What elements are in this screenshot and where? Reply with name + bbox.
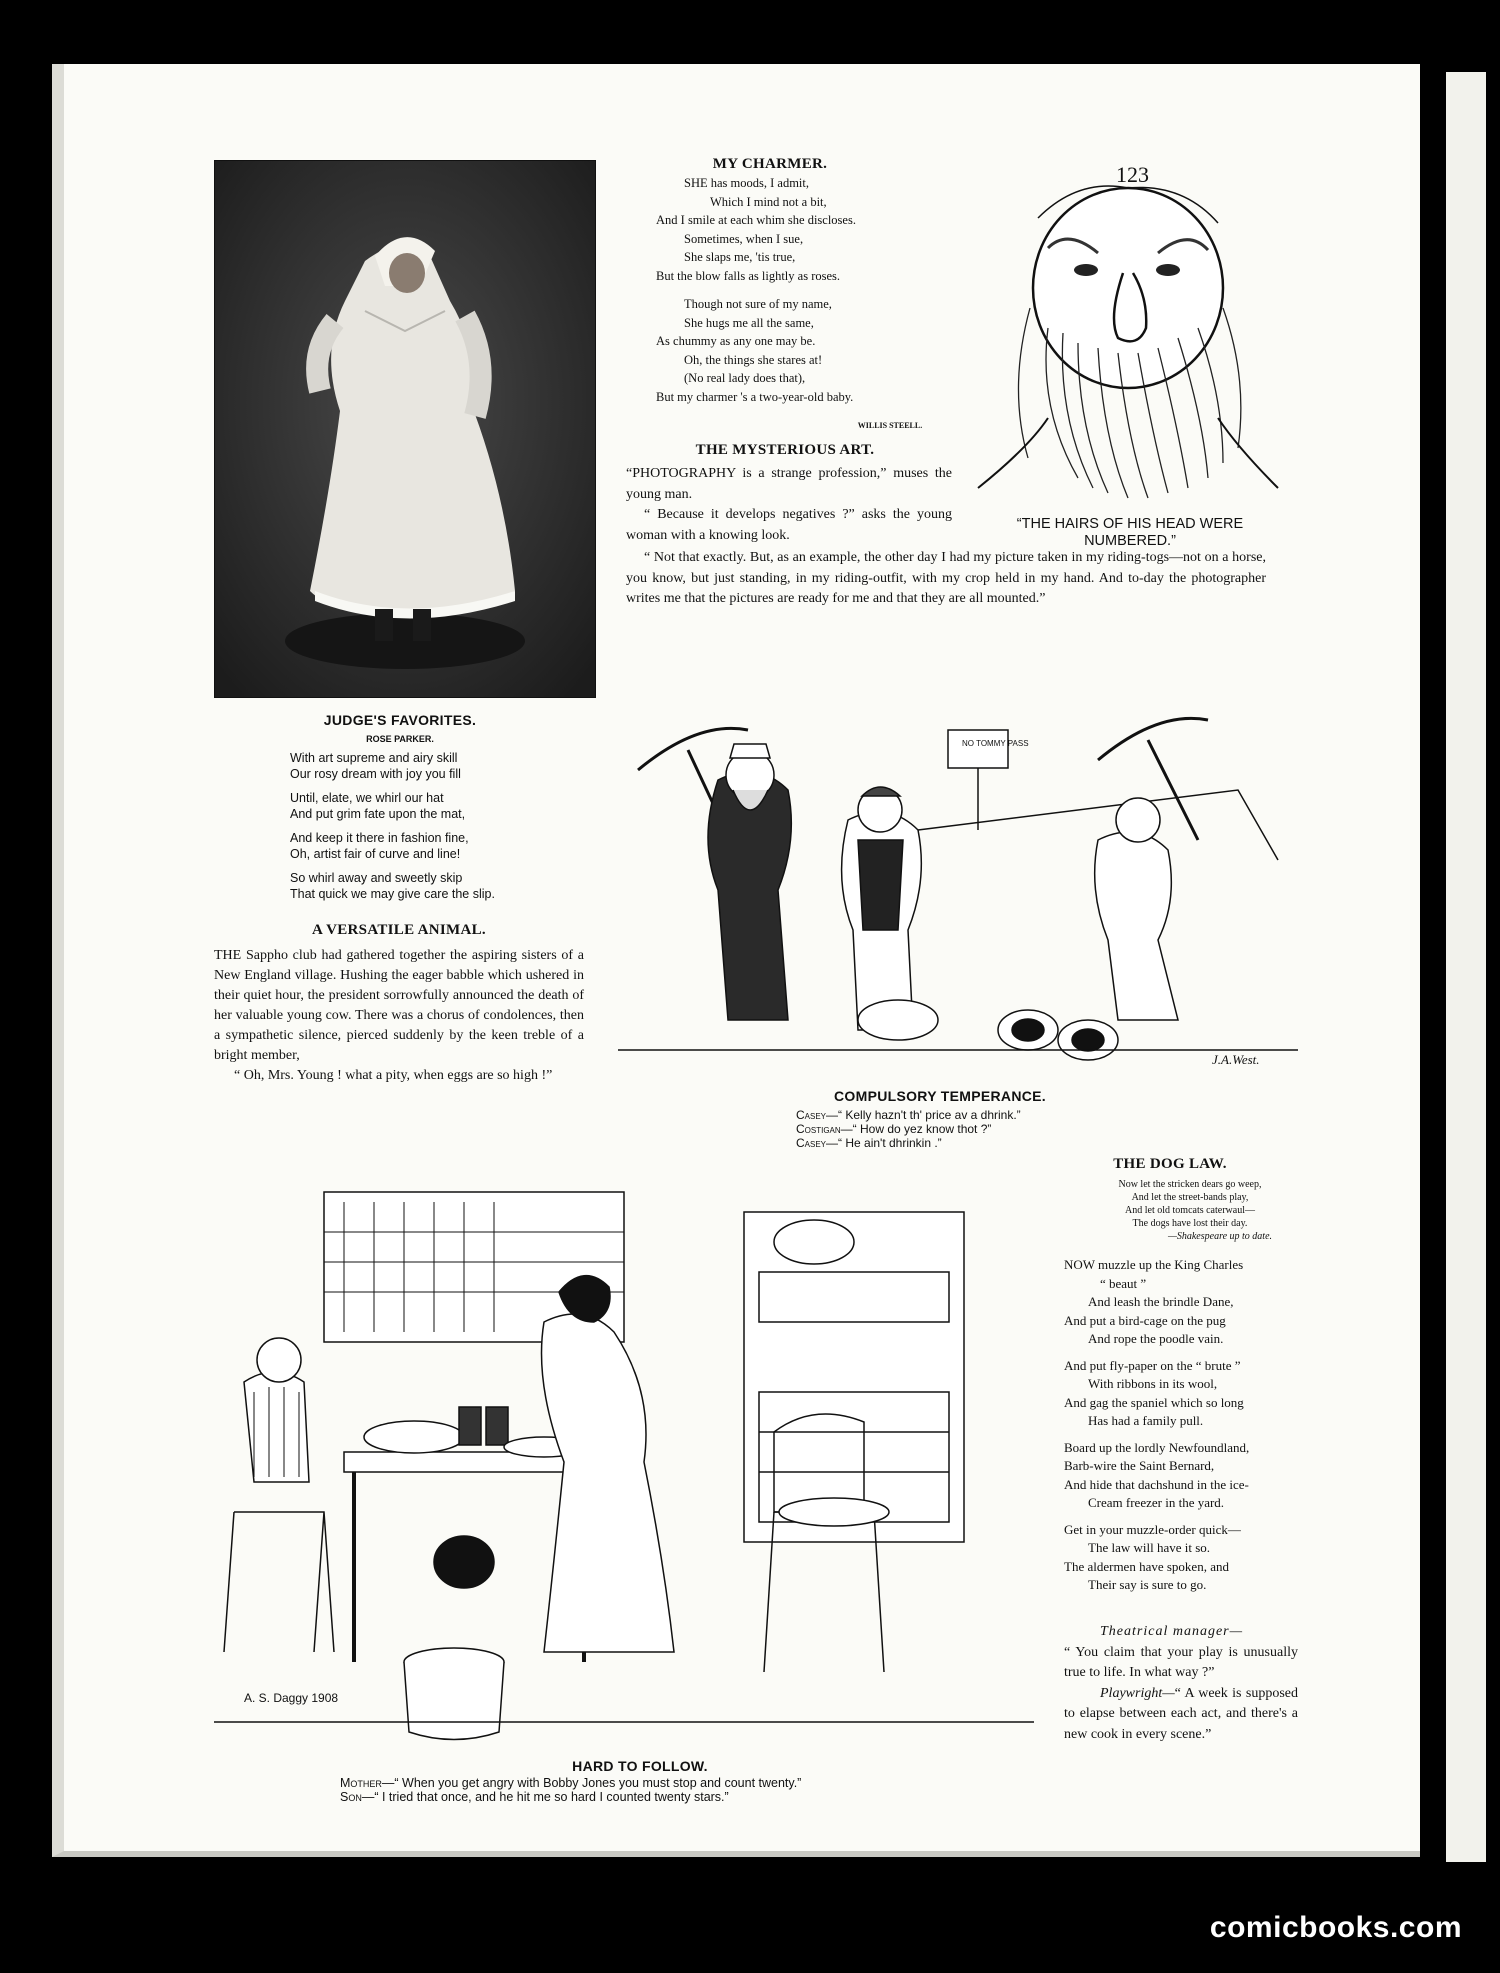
mysterious-art-para2: “ Because it develops negatives ?” asks the young woman with a knowing look. — [626, 507, 952, 543]
dialogue-line — [796, 1122, 1176, 1136]
artist-signature: A. S. Daggy 1908 — [244, 1691, 339, 1705]
judges-favorites-author: ROSE PARKER. — [366, 734, 434, 744]
poem-line: Oh, artist fair of curve and line! — [290, 847, 461, 861]
poem-line: Which I mind not a bit, — [710, 194, 827, 209]
versatile-animal-text — [214, 946, 584, 1086]
poem-line: And gag the spaniel which so long — [1064, 1394, 1244, 1410]
poem-line: And hide that dachshund in the ice- — [1064, 1476, 1249, 1492]
mysterious-art-title: THE MYSTERIOUS ART. — [695, 442, 875, 458]
poem-line: And put a bird-cage on the pug — [1064, 1312, 1226, 1328]
rose-parker-photo — [214, 160, 596, 698]
hairs-caption: “THE HAIRS OF HIS HEAD WERE NUMBERED.” — [1016, 516, 1244, 549]
speaker: Casey — [796, 1136, 827, 1150]
bearded-man-illustration — [968, 158, 1288, 508]
compulsory-temperance-title: COMPULSORY TEMPERANCE. — [834, 1088, 1046, 1104]
speaker: Mother — [340, 1776, 382, 1790]
poem-line: “ beaut ” — [1100, 1275, 1147, 1291]
poem-line: But the blow falls as lightly as roses. — [656, 268, 841, 283]
next-page-edge — [1446, 72, 1486, 1862]
hard-to-follow-title: HARD TO FOLLOW. — [572, 1758, 708, 1774]
line-text: —“ He ain't dhrinkin .” — [826, 1136, 942, 1150]
playwright-label: Playwright— — [1100, 1685, 1175, 1701]
watermark: comicbooks.com — [1209, 1911, 1462, 1944]
compulsory-temperance-dialogue — [796, 1108, 1176, 1150]
speaker: Son — [340, 1790, 362, 1804]
epigraph-line: The dogs have lost their day. — [1132, 1218, 1248, 1229]
mysterious-art-para3: “ Not that exactly. But, as an example, the other day I had my picture taken in my riding-togs—not on a horse, you know, but just standing, in my riding-outfit, with my crop held in my hand. And to-day the photographer writes me that the pictures are ready for me and that they are all mounted.” — [626, 550, 1266, 606]
hard-to-follow-illustration — [214, 1182, 1034, 1742]
my-charmer-poem — [656, 174, 956, 406]
poem-line: Cream freezer in the yard. — [1088, 1495, 1225, 1510]
poem-line: She slaps me, 'tis true, — [684, 250, 796, 264]
poem-line: So whirl away and sweetly skip — [290, 871, 463, 885]
poem-line: But my charmer 's a two-year-old baby. — [656, 389, 854, 404]
line-text: —“ When you get angry with Bobby Jones you must stop and count twenty.” — [381, 1776, 802, 1790]
artist-signature: J.A.West. — [1212, 1052, 1260, 1067]
mysterious-art-para1: “PHOTOGRAPHY is a strange profession,” muses the young man. — [626, 466, 952, 502]
versatile-animal-para1: THE Sappho club had gathered together the aspiring sisters of a New England village. Hushing the eager babble which ushered in their quiet hour, the president sorrowfully announced the death of her valuable young cow. There was a chorus of condolences, then a sympathetic silence, pierced suddenly by the keen treble of a bright member, — [214, 948, 584, 1063]
speaker: Casey — [796, 1108, 827, 1122]
poem-line: Get in your muzzle-order quick— — [1064, 1521, 1241, 1537]
poem-line: (No real lady does that), — [684, 371, 806, 385]
my-charmer-author: WILLIS STEELL. — [857, 421, 923, 430]
epigraph-line: And let the street-bands play, — [1131, 1192, 1249, 1203]
compulsory-temperance-illustration — [618, 660, 1298, 1080]
hair-numbers: 123 — [1116, 162, 1149, 187]
epigraph-line: And let old tomcats caterwaul— — [1125, 1205, 1255, 1216]
poem-line: Until, elate, we whirl our hat — [290, 791, 444, 805]
poem-line: SHE has moods, I admit, — [684, 176, 809, 190]
poem-line: Barb-wire the Saint Bernard, — [1064, 1458, 1215, 1473]
poem-line: Our rosy dream with joy you fill — [290, 767, 461, 781]
poem-line: And leash the brindle Dane, — [1088, 1294, 1234, 1309]
dialogue-line — [340, 1776, 980, 1790]
mysterious-art-text — [626, 464, 952, 546]
poem-line: And rope the poodle vain. — [1088, 1331, 1224, 1346]
dialogue-line — [340, 1790, 980, 1804]
manager-label: Theatrical manager— — [1100, 1624, 1244, 1639]
poem-line: With art supreme and airy skill — [290, 751, 458, 765]
poem-line: Has had a family pull. — [1088, 1413, 1204, 1428]
manager-line — [1064, 1622, 1298, 1643]
hard-to-follow-dialogue — [340, 1776, 980, 1804]
poem-line: Sometimes, when I sue, — [684, 231, 804, 246]
dog-law-epigraph — [1070, 1178, 1310, 1243]
poem-line: And I smile at each whim she discloses. — [656, 213, 856, 227]
poem-line: Their say is sure to go. — [1088, 1577, 1207, 1592]
line-text: —“ Kelly hazn't th' price av a dhrink.” — [826, 1108, 1021, 1122]
sign-text: NO TOMMY PASS — [962, 739, 1029, 748]
poem-line: Board up the lordly Newfoundland, — [1064, 1439, 1250, 1455]
poem-line: The law will have it so. — [1088, 1540, 1211, 1555]
poem-line: With ribbons in its wool, — [1088, 1376, 1218, 1391]
poem-line: That quick we may give care the slip. — [290, 887, 495, 901]
dog-law-title: THE DOG LAW. — [1113, 1156, 1227, 1172]
poem-line: Though not sure of my name, — [684, 297, 832, 311]
epigraph-source: —Shakespeare up to date. — [1167, 1231, 1273, 1242]
judges-favorites-poem — [290, 750, 590, 910]
judges-favorites-title: JUDGE'S FAVORITES. — [323, 712, 477, 728]
my-charmer-title: MY CHARMER. — [712, 156, 828, 172]
line-text: —“ I tried that once, and he hit me so hard I counted twenty stars.” — [361, 1790, 729, 1804]
poem-line: And put grim fate upon the mat, — [290, 807, 466, 821]
poem-line: And keep it there in fashion fine, — [290, 831, 469, 845]
playwright-line — [1064, 1684, 1298, 1746]
versatile-animal-title: A VERSATILE ANIMAL. — [312, 922, 486, 938]
playwright-text: “ A week is supposed to elapse between each act, and there's a new cook in every scene.” — [1064, 1685, 1298, 1742]
dialogue-line — [796, 1136, 1176, 1150]
versatile-animal-para2: “ Oh, Mrs. Young ! what a pity, when eggs are so high !” — [234, 1068, 553, 1083]
poem-line: And put fly-paper on the “ brute ” — [1064, 1357, 1241, 1373]
epigraph-line: Now let the stricken dears go weep, — [1118, 1179, 1262, 1190]
manager-text: “ You claim that your play is unusually true to life. In what way ?” — [1064, 1644, 1298, 1680]
poem-line: Oh, the things she stares at! — [684, 352, 823, 367]
theatrical-joke — [1064, 1622, 1298, 1745]
dog-law-poem — [1064, 1256, 1314, 1603]
poem-line: NOW muzzle up the King Charles — [1064, 1257, 1244, 1272]
poem-line: The aldermen have spoken, and — [1064, 1558, 1229, 1574]
speaker: Costigan — [796, 1122, 841, 1136]
line-text: —“ How do yez know thot ?” — [840, 1122, 992, 1136]
poem-line: She hugs me all the same, — [684, 315, 814, 330]
dialogue-line — [796, 1108, 1176, 1122]
poem-line: As chummy as any one may be. — [656, 334, 816, 348]
